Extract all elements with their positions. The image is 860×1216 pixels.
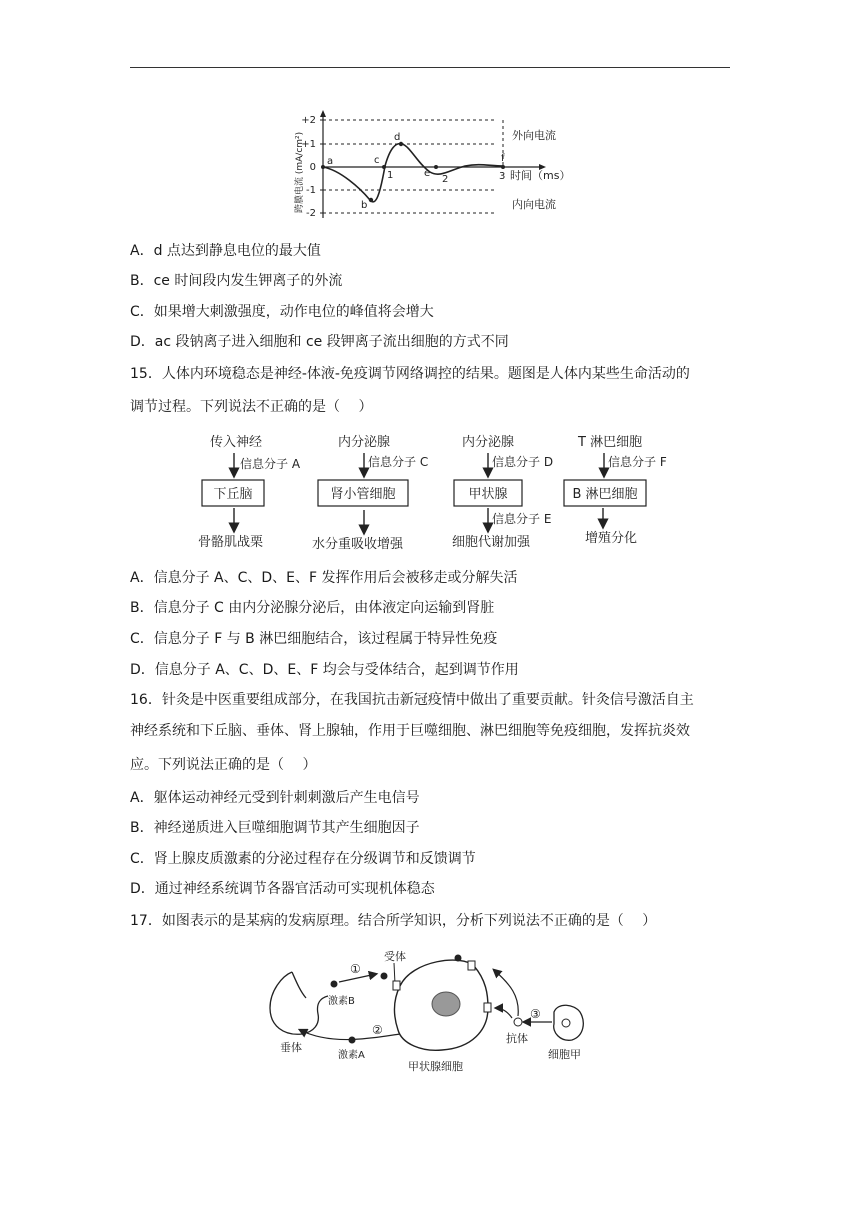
col2-signal: 信息分子 C	[368, 455, 429, 469]
cell-jia-label: 细胞甲	[548, 1048, 581, 1061]
step-3-label: ③	[530, 1007, 541, 1021]
receptor-left	[393, 981, 400, 990]
thyroid-cell-label: 甲状腺细胞	[408, 1060, 463, 1073]
col1-source: 传入神经	[210, 435, 263, 450]
label-d: d	[394, 132, 401, 143]
col4-signal: 信息分子 F	[608, 455, 667, 469]
q16-option-b: B．神经递质进入巨噬细胞调节其产生细胞因子	[130, 820, 420, 836]
antibody-arrow-right	[496, 1008, 512, 1018]
q15-option-b: B．信息分子 C 由内分泌腺分泌后，由体液定向运输到肾脏	[130, 600, 495, 616]
membrane-current-graph	[290, 108, 590, 223]
col1-signal: 信息分子 A	[240, 457, 301, 471]
hormone-b-label: 激素B	[328, 996, 355, 1007]
y-tick-plus2: +2	[301, 115, 316, 126]
header-rule	[130, 67, 730, 68]
point-f	[501, 165, 505, 169]
col2-result: 水分重吸收增强	[312, 537, 404, 552]
label-e: e	[424, 168, 431, 179]
y-tick-plus1: +1	[301, 139, 316, 150]
col3-signal2: 信息分子 E	[492, 512, 552, 526]
q15-stem-line2: 调节过程。下列说法不正确的是（ ）	[130, 399, 373, 415]
x-axis-label: 时间（ms）	[510, 169, 571, 182]
q15-option-d: D．信息分子 A、C、D、E、F 均会与受体结合，起到调节作用	[130, 662, 519, 678]
q16-stem-line3: 应。下列说法正确的是（ ）	[130, 757, 317, 773]
q16-stem-line1: 16．针灸是中医重要组成部分，在我国抗击新冠疫情中做出了重要贡献。针灸信号激活自主	[130, 692, 694, 708]
cell-jia-antibody	[562, 1019, 570, 1027]
q14-option-a: A．d 点达到静息电位的最大值	[130, 243, 321, 259]
regulation-flow-diagram	[190, 428, 670, 558]
col2-box-label: 肾小管细胞	[330, 487, 396, 502]
hormone-a-dot	[349, 1037, 356, 1044]
hormone-b-dot	[331, 981, 338, 988]
thyroid-nucleus	[432, 992, 460, 1016]
col4-result: 增殖分化	[585, 531, 638, 546]
col3-source: 内分泌腺	[462, 435, 515, 450]
y-tick-zero: 0	[309, 162, 316, 173]
receptor-label: 受体	[384, 950, 406, 963]
pituitary-shape	[270, 972, 328, 1034]
antibody-arrow-top	[494, 970, 518, 1016]
col4-box-label: B 淋巴细胞	[572, 487, 638, 502]
outward-current-label: 外向电流	[512, 129, 556, 142]
x-tick-1: 1	[387, 170, 394, 181]
col3-result: 细胞代谢加强	[452, 535, 531, 550]
disease-mechanism-diagram	[262, 946, 602, 1076]
q14-option-c: C．如果增大刺激强度，动作电位的峰值将会增大	[130, 304, 434, 320]
antibody-dot	[514, 1018, 522, 1026]
col2-source: 内分泌腺	[338, 435, 391, 450]
inward-current-label: 内向电流	[512, 198, 556, 211]
x-tick-3: 3	[499, 171, 506, 182]
label-b: b	[361, 200, 368, 211]
hormone-a-label: 激素A	[338, 1050, 365, 1061]
step-1-label: ①	[350, 962, 361, 976]
receptor-top	[468, 961, 475, 970]
x-tick-2: 2	[442, 174, 449, 185]
current-curve	[323, 144, 506, 202]
q14-option-d: D．ac 段钠离子进入细胞和 ce 段钾离子流出细胞的方式不同	[130, 334, 509, 350]
q16-option-d: D．通过神经系统调节各器官活动可实现机体稳态	[130, 881, 435, 897]
q17-stem: 17．如图表示的是某病的发病原理。结合所学知识，分析下列说法不正确的是（ ）	[130, 913, 657, 929]
hormone-bound-top	[455, 955, 462, 962]
col3-signal: 信息分子 D	[492, 455, 554, 469]
q15-option-a: A．信息分子 A、C、D、E、F 发挥作用后会被移走或分解失活	[130, 570, 518, 586]
q16-option-a: A．躯体运动神经元受到针刺刺激后产生电信号	[130, 790, 420, 806]
q15-option-c: C．信息分子 F 与 B 淋巴细胞结合，该过程属于特异性免疫	[130, 631, 498, 647]
q14-option-b: B．ce 时间段内发生钾离子的外流	[130, 273, 343, 289]
col1-box-label: 下丘脑	[213, 487, 253, 502]
label-f: f	[501, 153, 505, 164]
point-a	[321, 165, 325, 169]
label-a: a	[327, 156, 334, 167]
q16-option-c: C．肾上腺皮质激素的分泌过程存在分级调节和反馈调节	[130, 851, 476, 867]
label-c: c	[374, 155, 380, 166]
antibody-label: 抗体	[506, 1032, 528, 1045]
pituitary-label: 垂体	[280, 1041, 302, 1054]
q15-stem-line1: 15．人体内环境稳态是神经-体液-免疫调节网络调控的结果。题图是人体内某些生命活动的	[130, 366, 690, 382]
col3-box-label: 甲状腺	[468, 487, 508, 502]
y-tick-minus2: -2	[306, 208, 316, 219]
point-e	[434, 165, 438, 169]
step-2-label: ②	[372, 1023, 383, 1037]
point-c	[382, 165, 386, 169]
y-axis-label: 跨膜电流 (mA/cm²)	[295, 131, 305, 213]
y-axis-arrow	[320, 110, 326, 117]
hormone-b-bound-dot	[381, 973, 388, 980]
y-tick-minus1: -1	[306, 185, 316, 196]
col4-source: T 淋巴细胞	[578, 435, 643, 450]
q16-stem-line2: 神经系统和下丘脑、垂体、肾上腺轴，作用于巨噬细胞、淋巴细胞等免疫细胞，发挥抗炎效	[130, 723, 690, 739]
receptor-right	[484, 1003, 491, 1012]
col1-result: 骨骼肌战栗	[198, 535, 264, 550]
point-b	[369, 198, 373, 202]
